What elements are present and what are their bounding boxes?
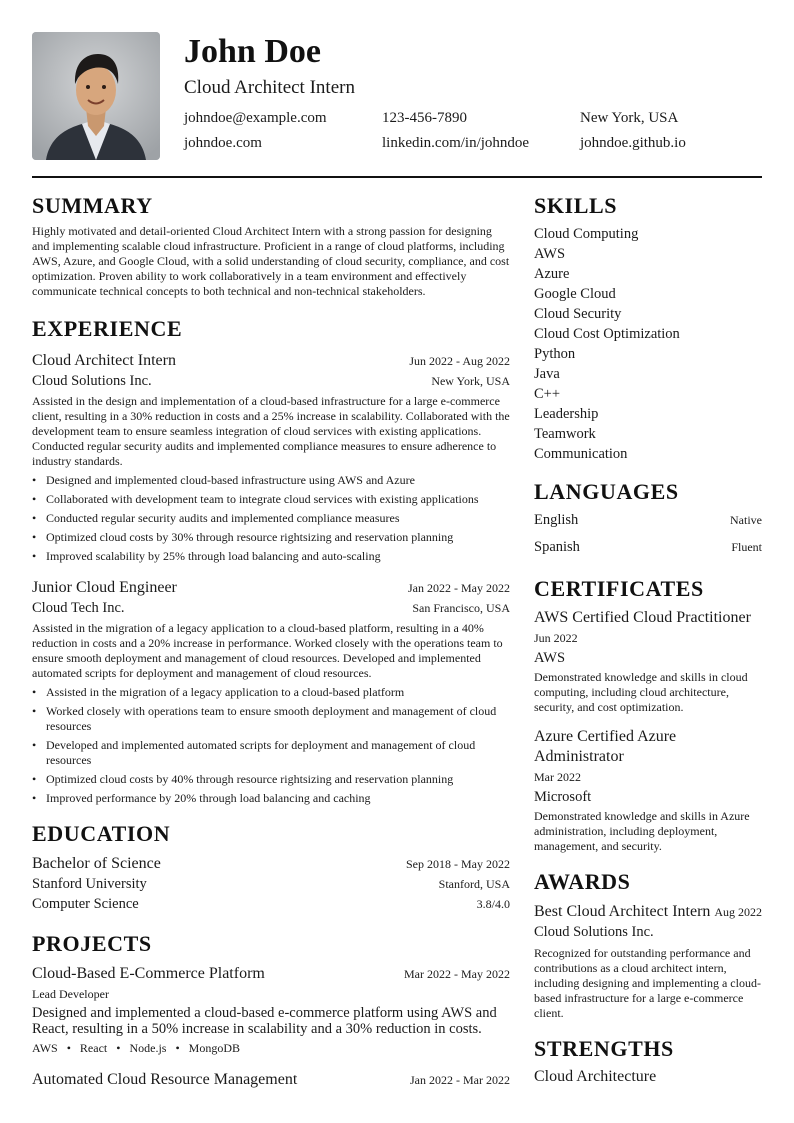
awards-section — [534, 868, 762, 1021]
contact-github[interactable]: johndoe.github.io — [580, 135, 686, 151]
language-level: Fluent — [731, 540, 762, 554]
job-bullets — [32, 473, 510, 564]
summary-text: Highly motivated and detail-oriented Cloud Architect Intern with a strong passion for designing and implementing scalable cloud infrastructure. Proficient in a range of cloud platforms, including AWS, Azure, and Google Cloud, with a solid understanding of cloud security, compliance, and cost optimization. Proven ability to work collaboratively in a team environment and effectively communicate technical concepts to both technical and non-technical stakeholders. — [32, 224, 510, 298]
list-item: • Developed and implemented automated scripts for deployment and management of cloud resources — [32, 738, 510, 768]
header-divider — [32, 176, 762, 178]
job-bullets — [32, 685, 510, 806]
job-description: Assisted in the migration of a legacy application to a cloud-based platform, resulting in a 40% reduction in costs and a 20% increase in performance. Worked closely with the operations team to ensure smooth deployment and management of cloud resources. Developed and implemented automated scripts for deployment and management of cloud resources. — [32, 621, 503, 680]
section-heading: CERTIFICATES — [534, 576, 704, 601]
contact-phone[interactable]: 123-456-7890 — [382, 110, 467, 126]
list-item: • Improved performance by 20% through load balancing and caching — [32, 791, 510, 806]
education-dates: Sep 2018 - May 2022 — [406, 857, 510, 871]
tech-tag: React — [79, 1041, 108, 1055]
education-degree: Bachelor of Science — [32, 855, 161, 872]
project-name: Automated Cloud Resource Management — [32, 1071, 298, 1088]
list-item: • Collaborated with development team to integrate cloud services with existing applications — [32, 492, 510, 507]
certificate-name: Azure Certified Azure Administrator — [534, 728, 677, 765]
list-item: • Optimized cloud costs by 30% through resource rightsizing and reservation planning — [32, 530, 510, 545]
project-entry — [32, 964, 510, 1056]
section-heading: STRENGTHS — [534, 1036, 674, 1061]
education-section — [32, 820, 510, 914]
section-heading: AWARDS — [534, 869, 631, 894]
job-location: New York, USA — [431, 374, 510, 388]
certificate-description: Demonstrated knowledge and skills in cloud computing, including cloud architecture, security, and cost optimization. — [534, 670, 748, 714]
education-field: Computer Science — [32, 896, 139, 912]
certificate-entry — [534, 727, 762, 854]
skill-item: Google Cloud — [534, 286, 616, 302]
contact-location: New York, USA — [580, 110, 679, 126]
contact-website[interactable]: johndoe.com — [184, 135, 262, 151]
language-item — [534, 510, 762, 530]
skill-item: Teamwork — [534, 426, 596, 442]
skill-item: Java — [534, 366, 560, 382]
section-heading: EXPERIENCE — [32, 316, 183, 341]
certificate-name: AWS Certified Cloud Practitioner — [534, 609, 751, 626]
tech-tag: AWS — [32, 1041, 58, 1055]
job-role: Junior Cloud Engineer — [32, 579, 177, 596]
project-entry — [32, 1070, 510, 1090]
language-level: Native — [730, 513, 762, 527]
skill-item: Cloud Security — [534, 306, 622, 322]
award-org: Cloud Solutions Inc. — [534, 924, 654, 940]
skill-item: AWS — [534, 246, 566, 262]
education-gpa: 3.8/4.0 — [476, 897, 510, 911]
languages-section — [534, 478, 762, 557]
tech-tag: Node.js — [129, 1041, 167, 1055]
job-dates: Jun 2022 - Aug 2022 — [409, 354, 510, 368]
list-item: • Conducted regular security audits and implemented compliance measures — [32, 511, 510, 526]
project-role: Lead Developer — [32, 987, 109, 1001]
job-company: Cloud Tech Inc. — [32, 600, 125, 616]
experience-section — [32, 315, 510, 806]
skill-item: Python — [534, 346, 576, 362]
job-dates: Jan 2022 - May 2022 — [408, 581, 510, 595]
summary-section — [32, 192, 510, 299]
resume-page — [32, 32, 762, 1088]
skill-item: Cloud Computing — [534, 226, 639, 242]
certificate-date: Jun 2022 — [534, 631, 578, 645]
profile-photo — [32, 32, 160, 160]
list-item: • Optimized cloud costs by 40% through resource rightsizing and reservation planning — [32, 772, 510, 787]
skills-section — [534, 192, 762, 464]
certificate-entry — [534, 608, 762, 715]
award-date: Aug 2022 — [714, 905, 762, 919]
section-heading: EDUCATION — [32, 821, 171, 846]
strengths-section — [534, 1035, 762, 1087]
skill-item: C++ — [534, 386, 561, 402]
right-column — [534, 192, 762, 1101]
project-description: Designed and implemented a cloud-based e-commerce platform using AWS and React, resulting in a 50% increase in scalability and a 30% reduction in costs. — [32, 1005, 497, 1037]
section-heading: PROJECTS — [32, 931, 152, 956]
education-location: Stanford, USA — [438, 877, 510, 891]
job-location: San Francisco, USA — [412, 601, 510, 615]
candidate-title: Cloud Architect Intern — [184, 77, 355, 98]
strength-item: Cloud Architecture — [534, 1068, 657, 1085]
list-item: • Designed and implemented cloud-based infrastructure using AWS and Azure — [32, 473, 510, 488]
certificate-description: Demonstrated knowledge and skills in Azure administration, including deployment, management, and security. — [534, 809, 750, 853]
projects-section — [32, 930, 510, 1090]
contact-info — [184, 109, 762, 153]
education-school: Stanford University — [32, 876, 147, 892]
list-item: • Assisted in the migration of a legacy application to a cloud-based platform — [32, 685, 510, 700]
skill-item: Communication — [534, 446, 628, 462]
certificate-issuer: AWS — [534, 650, 566, 666]
certificate-date: Mar 2022 — [534, 770, 581, 784]
skill-item: Leadership — [534, 406, 599, 422]
project-dates: Mar 2022 - May 2022 — [404, 967, 510, 981]
certificates-section — [534, 575, 762, 854]
job-description: Assisted in the design and implementation of a cloud-based infrastructure for a large e-commerce client, resulting in a 30% reduction in costs and a 25% increase in scalability. Collaborated with the development team to ensure seamless integration of cloud services with existing applications. Conducted regular security audits and implemented compliance measures to ensure adherence to industry standards. — [32, 394, 510, 468]
project-name: Cloud-Based E-Commerce Platform — [32, 965, 265, 982]
section-heading: SKILLS — [534, 193, 618, 218]
project-tech-stack: AWS • React • Node.js • MongoDB — [32, 1041, 240, 1055]
certificate-issuer: Microsoft — [534, 789, 592, 805]
section-heading: LANGUAGES — [534, 479, 679, 504]
award-name: Best Cloud Architect Intern — [534, 903, 711, 920]
language-name: Spanish — [534, 539, 580, 555]
language-name: English — [534, 512, 579, 528]
section-heading: SUMMARY — [32, 193, 153, 218]
job-role: Cloud Architect Intern — [32, 352, 176, 369]
job-company: Cloud Solutions Inc. — [32, 373, 152, 389]
left-column — [32, 192, 510, 1104]
job-entry — [32, 351, 510, 564]
resume-header — [32, 32, 762, 160]
language-item — [534, 537, 762, 557]
contact-linkedin[interactable]: linkedin.com/in/johndoe — [382, 135, 530, 151]
list-item: • Worked closely with operations team to ensure smooth deployment and management of cloud resources — [32, 704, 510, 734]
project-dates: Jan 2022 - Mar 2022 — [410, 1073, 510, 1087]
contact-email[interactable]: johndoe@example.com — [184, 110, 327, 126]
skill-item: Azure — [534, 266, 570, 282]
candidate-name: John Doe — [184, 33, 321, 70]
skill-item: Cloud Cost Optimization — [534, 326, 680, 342]
job-entry — [32, 578, 510, 806]
award-description: Recognized for outstanding performance and contributions as a cloud architect intern, including designing and implementing a cloud-based infrastructure for a large e-commerce client. — [534, 946, 761, 1020]
tech-tag: MongoDB — [188, 1041, 240, 1055]
list-item: • Improved scalability by 25% through load balancing and auto-scaling — [32, 549, 510, 564]
